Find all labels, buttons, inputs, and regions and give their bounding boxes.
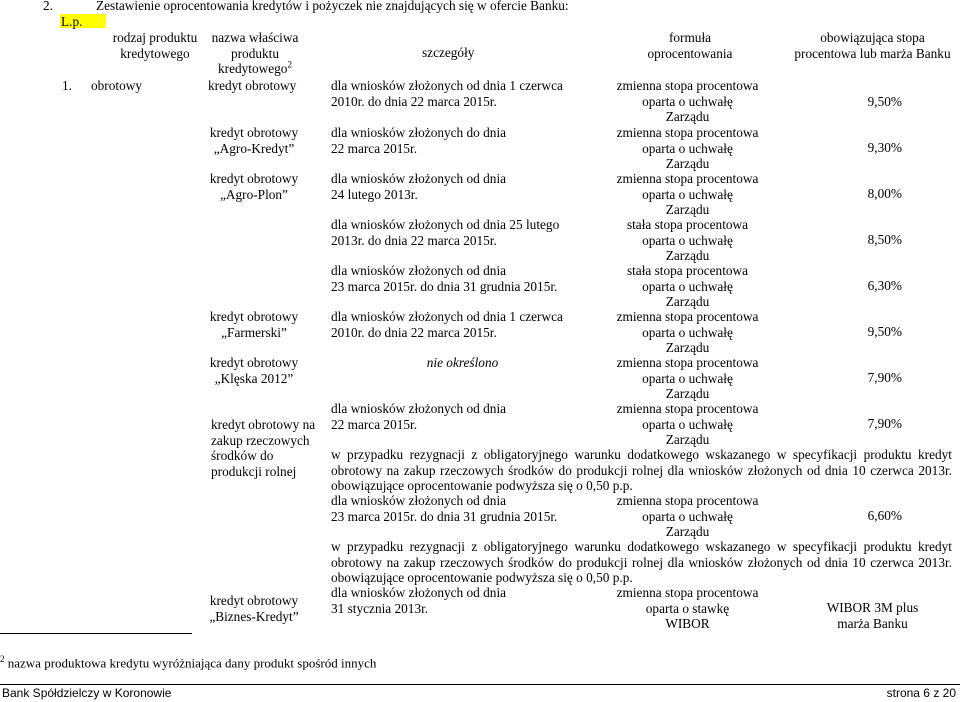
- rate-cell: 9,50%: [867, 94, 902, 109]
- footnote-ref: 2: [287, 59, 292, 70]
- formula-cell: zmienna stopa procentowa oparta o uchwałę Zarządu: [616, 309, 759, 355]
- rate-cell: WIBOR 3M plus marża Banku: [826, 600, 919, 631]
- details-cell: dla wniosków złożonych od dnia 23 marca 2015r. do dnia 31 grudnia 2015r.: [331, 263, 558, 294]
- row-type: obrotowy: [91, 78, 142, 93]
- header-type: rodzaj produktu kredytowego: [112, 30, 198, 61]
- header-lp: L.p.: [61, 14, 83, 29]
- product-name: kredyt obrotowy „Klęska 2012”: [209, 355, 299, 386]
- row-lp: 1.: [62, 78, 72, 93]
- note-paragraph: w przypadku rezygnacji z obligatoryjnego warunku dodatkowego wskazanego w specyfikacji produktu kredyt obrotowy na zakup rzeczowych środków do produkcji rolnej dla wniosków złożonych od dnia 10 czerwca 2013r. obowiązujące oprocentowanie podwyższa się o 0,50 p.p.: [331, 539, 952, 585]
- footer-bank: Bank Spółdzielczy w Koronowie: [2, 686, 172, 700]
- header-name: nazwa właściwa produktu kredytowego$^2$: [211, 30, 299, 76]
- details-cell: dla wniosków złożonych do dnia 22 marca 2015r.: [331, 125, 507, 156]
- details-cell: dla wniosków złożonych od dnia 1 czerwca 2010r. do dnia 22 marca 2015r.: [331, 78, 563, 109]
- product-name: kredyt obrotowy „Agro-Kredyt”: [209, 125, 299, 156]
- formula-cell: zmienna stopa procentowa oparta o uchwałę Zarządu: [616, 493, 759, 539]
- header-formula: formuła oprocentowania: [647, 30, 733, 61]
- product-name: kredyt obrotowy: [208, 78, 297, 93]
- rate-cell: 8,50%: [867, 232, 902, 247]
- section-title: Zestawienie oprocentowania kredytów i pożyczek nie znajdujących się w ofercie Banku:: [96, 0, 569, 13]
- product-name: kredyt obrotowy na zakup rzeczowych środków do produkcji rolnej: [211, 417, 316, 479]
- formula-cell: zmienna stopa procentowa oparta o uchwałę Zarządu: [616, 401, 759, 447]
- note-paragraph: w przypadku rezygnacji z obligatoryjnego warunku dodatkowego wskazanego w specyfikacji produktu kredyt obrotowy na zakup rzeczowych środków do produkcji rolnej dla wniosków złożonych od dnia 10 czerwca 2013r. obowiązujące oprocentowanie podwyższa się o 0,50 p.p.: [331, 447, 952, 493]
- formula-cell: stała stopa procentowa oparta o uchwałę Zarządu: [626, 217, 749, 263]
- rate-cell: 6,60%: [867, 508, 902, 523]
- footer-separator: [0, 684, 960, 685]
- formula-cell: zmienna stopa procentowa oparta o uchwałę Zarządu: [616, 355, 759, 401]
- details-cell: dla wniosków złożonych od dnia 23 marca 2015r. do dnia 31 grudnia 2015r.: [331, 493, 558, 524]
- details-cell: dla wniosków złożonych od dnia 22 marca 2015r.: [331, 401, 507, 432]
- footnote-separator: [0, 633, 192, 634]
- rate-cell: 7,90%: [867, 416, 902, 431]
- formula-cell: zmienna stopa procentowa oparta o uchwałę Zarządu: [616, 171, 759, 217]
- formula-cell: zmienna stopa procentowa oparta o stawkę WIBOR: [616, 585, 759, 631]
- section-number: 2.: [43, 0, 53, 13]
- footer-page: strona 6 z 20: [886, 686, 956, 700]
- product-name: kredyt obrotowy „Biznes-Kredyt”: [209, 593, 299, 624]
- product-name: kredyt obrotowy „Agro-Plon”: [209, 171, 299, 202]
- formula-cell: zmienna stopa procentowa oparta o uchwałę Zarządu: [616, 125, 759, 171]
- product-name: kredyt obrotowy „Farmerski”: [209, 309, 299, 340]
- rate-cell: 9,30%: [867, 140, 902, 155]
- details-cell: nie określono: [426, 355, 499, 370]
- formula-cell: zmienna stopa procentowa oparta o uchwałę Zarządu: [616, 78, 759, 124]
- header-details: szczegóły: [422, 45, 475, 60]
- details-cell: dla wniosków złożonych od dnia 25 lutego 2013r. do dnia 22 marca 2015r.: [331, 217, 560, 248]
- header-rate: obowiązująca stopa procentowa lub marża Banku: [794, 30, 951, 61]
- formula-cell: stała stopa procentowa oparta o uchwałę Zarządu: [626, 263, 749, 309]
- rate-cell: 8,00%: [867, 186, 902, 201]
- details-cell: dla wniosków złożonych od dnia 24 lutego 2013r.: [331, 171, 507, 202]
- footnote: $^2$ nazwa produktowa kredytu wyróżniająca dany produkt spośród innych: [0, 654, 377, 671]
- rate-cell: 9,50%: [867, 324, 902, 339]
- details-cell: dla wniosków złożonych od dnia 1 czerwca 2010r. do dnia 22 marca 2015r.: [331, 309, 563, 340]
- rate-cell: 7,90%: [867, 370, 902, 385]
- details-cell: dla wniosków złożonych od dnia 31 stycznia 2013r.: [331, 585, 507, 616]
- rate-cell: 6,30%: [867, 278, 902, 293]
